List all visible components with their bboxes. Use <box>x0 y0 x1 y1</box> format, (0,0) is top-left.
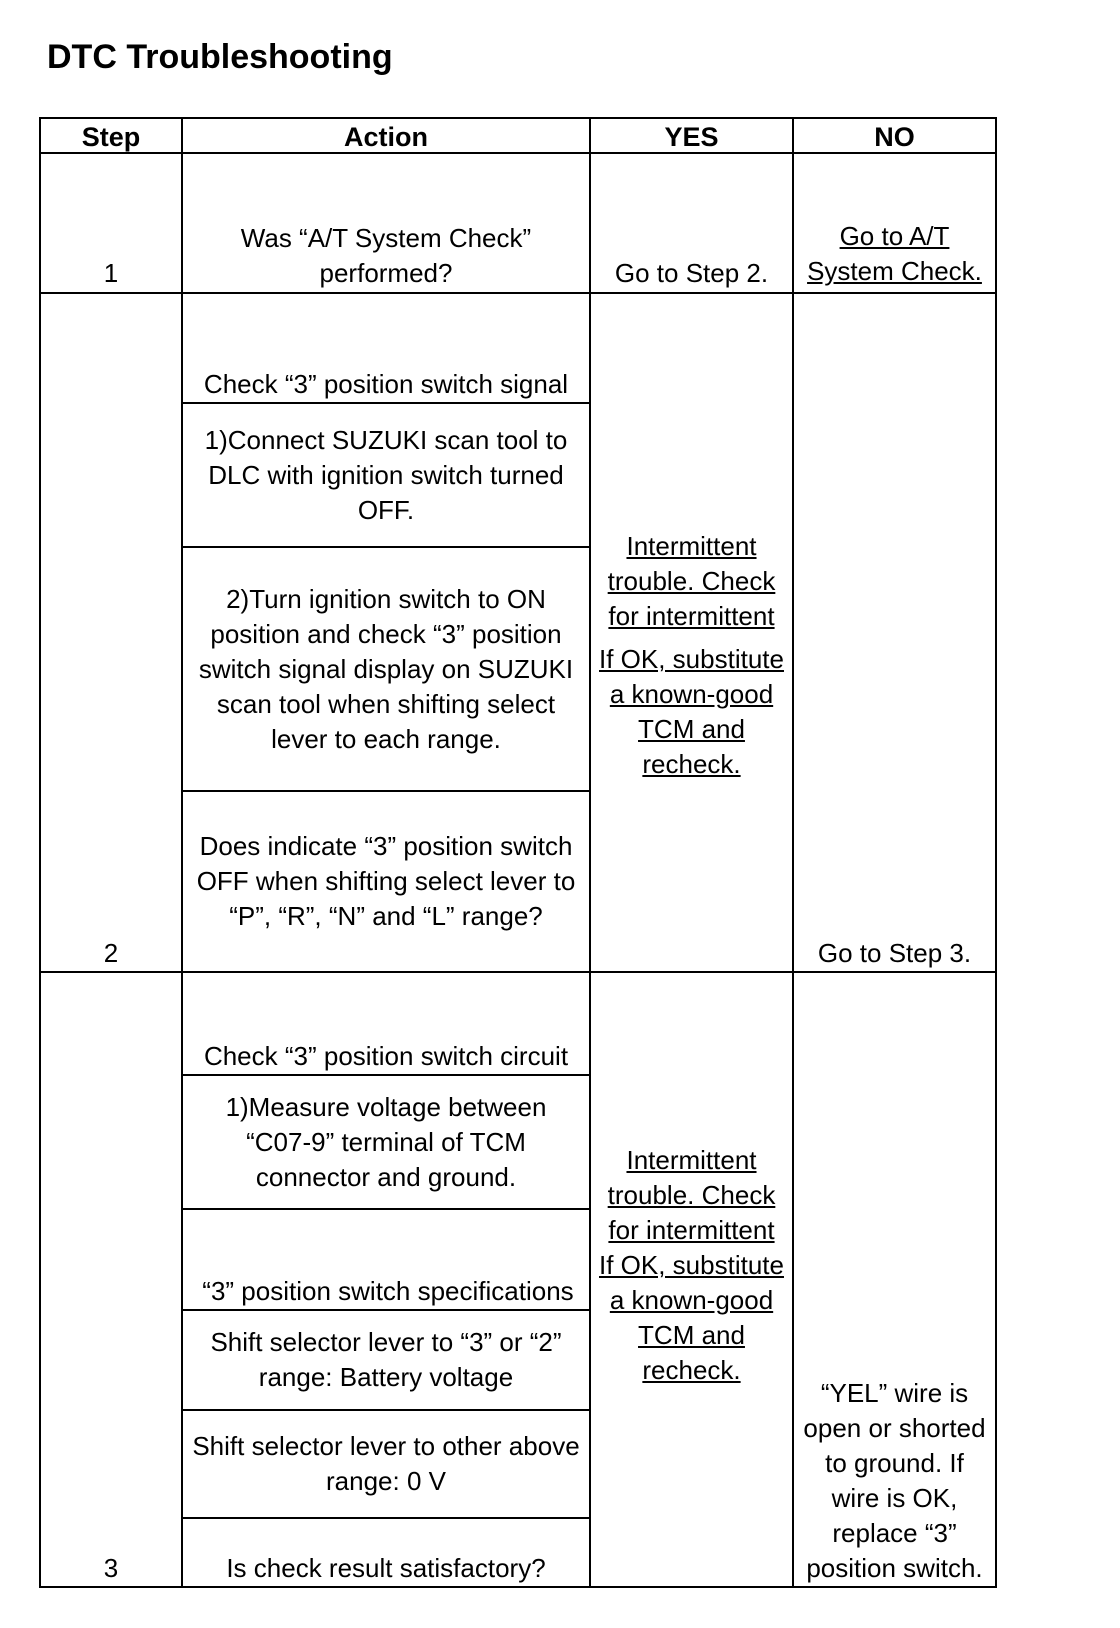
no-link[interactable]: Go to A/T System Check. <box>807 221 982 286</box>
header-action: Action <box>344 121 428 152</box>
action-step: 1)Connect SUZUKI scan tool to DLC with ignition switch turned OFF. <box>204 424 568 525</box>
yes-link[interactable]: Intermittent trouble. Check for intermittent If OK, substitute a known-good TCM and recheck. <box>599 1145 784 1385</box>
spec-title: “3” position switch specifications <box>202 1276 574 1306</box>
action-text: Was “A/T System Check” performed? <box>240 223 532 288</box>
action-question: Does indicate “3” position switch OFF when shifting select lever to “P”, “R”, “N” and “L” range? <box>196 830 576 931</box>
check-title: Check “3” position switch signal <box>203 369 569 399</box>
action-question: Is check result satisfactory? <box>226 1553 546 1583</box>
header-yes: YES <box>664 121 719 152</box>
troubleshooting-table <box>39 117 997 1588</box>
page-title: DTC Troubleshooting <box>47 38 393 76</box>
check-title: Check “3” position switch circuit <box>203 1041 569 1071</box>
header-no: NO <box>874 121 915 152</box>
spec-item: Shift selector lever to other above range: 0 V <box>192 1431 580 1496</box>
header-step: Step <box>81 121 141 152</box>
no-text: Go to Step 3. <box>817 938 972 968</box>
yes-link[interactable]: Intermittent trouble. Check for intermittent If OK, substitute a known-good TCM and recheck. <box>599 531 784 779</box>
step-number: 1 <box>103 258 119 288</box>
no-text: “YEL” wire is open or shorted to ground. If wire is OK, replace “3” position switch. <box>803 1378 986 1583</box>
yes-text: Go to Step 2. <box>614 258 769 288</box>
action-step: 1)Measure voltage between “C07-9” terminal of TCM connector and ground. <box>225 1091 547 1192</box>
spec-item: Shift selector lever to “3” or “2” range: Battery voltage <box>210 1327 562 1392</box>
step-number: 3 <box>103 1553 119 1583</box>
action-step: 2)Turn ignition switch to ON position and check “3” position switch signal display on SUZUKI scan tool when shifting select lever to each range. <box>198 583 574 754</box>
step-number: 2 <box>103 938 119 968</box>
